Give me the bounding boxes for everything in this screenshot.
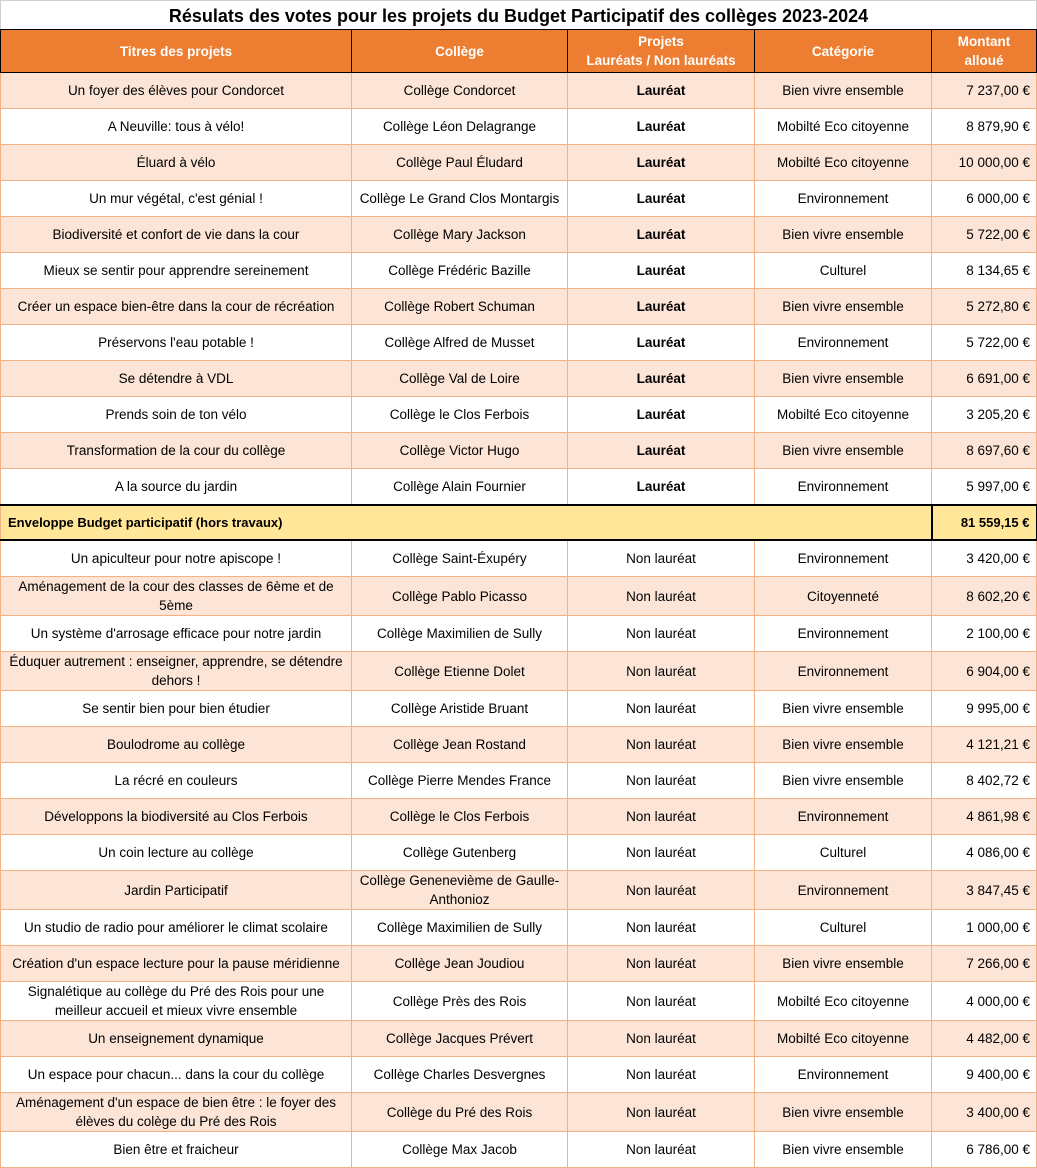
cell-amount: 10 000,00 € (932, 145, 1037, 181)
cell-title: Boulodrome au collège (1, 727, 352, 763)
cell-category: Environnement (755, 652, 932, 691)
table-row (1, 433, 1037, 469)
cell-amount: 8 134,65 € (932, 253, 1037, 289)
cell-college: Collège Aristide Bruant (352, 691, 568, 727)
cell-college: Collège Etienne Dolet (352, 652, 568, 691)
cell-category: Bien vivre ensemble (755, 727, 932, 763)
table-row (1, 982, 1037, 1021)
cell-amount: 8 602,20 € (932, 577, 1037, 616)
cell-amount: 3 205,20 € (932, 397, 1037, 433)
cell-college: Collège Saint-Éxupéry (352, 540, 568, 577)
cell-title: Préservons l'eau potable ! (1, 325, 352, 361)
table-row (1, 835, 1037, 871)
cell-category: Environnement (755, 181, 932, 217)
cell-status: Lauréat (568, 109, 755, 145)
cell-status: Lauréat (568, 217, 755, 253)
cell-college: Collège Condorcet (352, 73, 568, 109)
cell-title: Bien être et fraicheur (1, 1132, 352, 1168)
cell-amount: 5 722,00 € (932, 325, 1037, 361)
table-row (1, 217, 1037, 253)
total-label: Enveloppe Budget participatif (hors travaux) (1, 505, 932, 540)
header-amount-line1: Montant (957, 34, 1011, 49)
cell-title: A la source du jardin (1, 469, 352, 506)
cell-category: Environnement (755, 799, 932, 835)
cell-category: Culturel (755, 835, 932, 871)
cell-amount: 9 995,00 € (932, 691, 1037, 727)
table-row (1, 1093, 1037, 1132)
cell-amount: 8 697,60 € (932, 433, 1037, 469)
cell-status: Non lauréat (568, 727, 755, 763)
table-row (1, 652, 1037, 691)
cell-title: Un enseignement dynamique (1, 1021, 352, 1057)
cell-college: Collège Val de Loire (352, 361, 568, 397)
cell-amount: 7 237,00 € (932, 73, 1037, 109)
cell-category: Mobilté Eco citoyenne (755, 109, 932, 145)
cell-category: Citoyenneté (755, 577, 932, 616)
cell-status: Non lauréat (568, 871, 755, 910)
cell-title: Signalétique au collège du Pré des Rois pour une meilleur accueil et mieux vivre ensemble (1, 982, 352, 1021)
cell-category: Mobilté Eco citoyenne (755, 1021, 932, 1057)
cell-college: Collège Alain Fournier (352, 469, 568, 506)
cell-title: Un studio de radio pour améliorer le climat scolaire (1, 910, 352, 946)
cell-category: Culturel (755, 253, 932, 289)
cell-status: Non lauréat (568, 799, 755, 835)
cell-college: Collège Genenevième de Gaulle-Anthonioz (352, 871, 568, 910)
cell-amount: 4 000,00 € (932, 982, 1037, 1021)
header-row (1, 30, 1037, 73)
cell-status: Lauréat (568, 361, 755, 397)
cell-category: Bien vivre ensemble (755, 361, 932, 397)
table-row (1, 253, 1037, 289)
cell-status: Lauréat (568, 181, 755, 217)
cell-category: Bien vivre ensemble (755, 217, 932, 253)
table-row (1, 181, 1037, 217)
cell-category: Culturel (755, 910, 932, 946)
header-college: Collège (352, 30, 568, 73)
table-row (1, 910, 1037, 946)
cell-title: Biodiversité et confort de vie dans la cour (1, 217, 352, 253)
cell-category: Environnement (755, 325, 932, 361)
cell-title: Un mur végétal, c'est génial ! (1, 181, 352, 217)
cell-title: Un système d'arrosage efficace pour notre jardin (1, 616, 352, 652)
table-row (1, 73, 1037, 109)
cell-college: Collège Mary Jackson (352, 217, 568, 253)
cell-amount: 1 000,00 € (932, 910, 1037, 946)
cell-status: Non lauréat (568, 652, 755, 691)
cell-category: Bien vivre ensemble (755, 691, 932, 727)
cell-title: Développons la biodiversité au Clos Ferbois (1, 799, 352, 835)
table-row (1, 469, 1037, 506)
cell-title: Mieux se sentir pour apprendre sereinement (1, 253, 352, 289)
cell-category: Bien vivre ensemble (755, 433, 932, 469)
cell-title: Un apiculteur pour notre apiscope ! (1, 540, 352, 577)
cell-category: Bien vivre ensemble (755, 1093, 932, 1132)
cell-amount: 4 086,00 € (932, 835, 1037, 871)
header-status (568, 30, 755, 73)
cell-status: Non lauréat (568, 616, 755, 652)
cell-amount: 6 000,00 € (932, 181, 1037, 217)
cell-college: Collège Maximilien de Sully (352, 616, 568, 652)
table-body (1, 73, 1037, 1168)
cell-college: Collège Jacques Prévert (352, 1021, 568, 1057)
cell-college: Collège Près des Rois (352, 982, 568, 1021)
cell-title: Créer un espace bien-être dans la cour de récréation (1, 289, 352, 325)
cell-status: Non lauréat (568, 910, 755, 946)
cell-category: Environnement (755, 1057, 932, 1093)
cell-category: Bien vivre ensemble (755, 73, 932, 109)
results-table (0, 29, 1037, 1168)
table-row (1, 799, 1037, 835)
cell-college: Collège Victor Hugo (352, 433, 568, 469)
cell-amount: 7 266,00 € (932, 946, 1037, 982)
cell-amount: 8 402,72 € (932, 763, 1037, 799)
cell-category: Mobilté Eco citoyenne (755, 397, 932, 433)
cell-title: Éduquer autrement : enseigner, apprendre, se détendre dehors ! (1, 652, 352, 691)
cell-title: Jardin Participatif (1, 871, 352, 910)
cell-status: Non lauréat (568, 763, 755, 799)
cell-college: Collège Max Jacob (352, 1132, 568, 1168)
cell-title: Éluard à vélo (1, 145, 352, 181)
cell-amount: 6 691,00 € (932, 361, 1037, 397)
table-row (1, 1057, 1037, 1093)
cell-college: Collège Robert Schuman (352, 289, 568, 325)
table-row (1, 289, 1037, 325)
cell-amount: 3 420,00 € (932, 540, 1037, 577)
total-row (1, 505, 1037, 540)
cell-amount: 9 400,00 € (932, 1057, 1037, 1093)
cell-college: Collège Maximilien de Sully (352, 910, 568, 946)
cell-title: Un espace pour chacun... dans la cour du collège (1, 1057, 352, 1093)
cell-title: Création d'un espace lecture pour la pause méridienne (1, 946, 352, 982)
cell-status: Non lauréat (568, 1021, 755, 1057)
cell-category: Bien vivre ensemble (755, 763, 932, 799)
cell-college: Collège le Clos Ferbois (352, 799, 568, 835)
cell-college: Collège Jean Joudiou (352, 946, 568, 982)
cell-category: Bien vivre ensemble (755, 946, 932, 982)
cell-college: Collège Alfred de Musset (352, 325, 568, 361)
cell-amount: 4 861,98 € (932, 799, 1037, 835)
cell-status: Non lauréat (568, 540, 755, 577)
cell-college: Collège Léon Delagrange (352, 109, 568, 145)
cell-status: Non lauréat (568, 982, 755, 1021)
cell-college: Collège Jean Rostand (352, 727, 568, 763)
cell-title: Se détendre à VDL (1, 361, 352, 397)
cell-status: Non lauréat (568, 835, 755, 871)
table-row (1, 1021, 1037, 1057)
cell-amount: 3 400,00 € (932, 1093, 1037, 1132)
cell-status: Lauréat (568, 433, 755, 469)
header-amount-line2: alloué (964, 53, 1004, 68)
cell-amount: 4 482,00 € (932, 1021, 1037, 1057)
cell-amount: 5 272,80 € (932, 289, 1037, 325)
cell-title: A Neuville: tous à vélo! (1, 109, 352, 145)
cell-title: Se sentir bien pour bien étudier (1, 691, 352, 727)
table-row (1, 109, 1037, 145)
cell-status: Lauréat (568, 289, 755, 325)
header-status-line2: Lauréats / Non lauréats (586, 53, 736, 68)
cell-amount: 5 722,00 € (932, 217, 1037, 253)
cell-category: Mobilté Eco citoyenne (755, 145, 932, 181)
table-row (1, 763, 1037, 799)
cell-title: Aménagement d'un espace de bien être : le foyer des élèves du colège du Pré des Rois (1, 1093, 352, 1132)
cell-category: Bien vivre ensemble (755, 289, 932, 325)
cell-amount: 8 879,90 € (932, 109, 1037, 145)
cell-college: Collège Frédéric Bazille (352, 253, 568, 289)
table-row (1, 871, 1037, 910)
cell-category: Environnement (755, 616, 932, 652)
cell-college: Collège Pierre Mendes France (352, 763, 568, 799)
cell-title: Transformation de la cour du collège (1, 433, 352, 469)
table-row (1, 397, 1037, 433)
table-row (1, 946, 1037, 982)
cell-status: Non lauréat (568, 577, 755, 616)
cell-status: Non lauréat (568, 1057, 755, 1093)
cell-amount: 5 997,00 € (932, 469, 1037, 506)
table-row (1, 727, 1037, 763)
header-amount (932, 30, 1037, 73)
table-row (1, 325, 1037, 361)
cell-status: Lauréat (568, 397, 755, 433)
cell-college: Collège Charles Desvergnes (352, 1057, 568, 1093)
cell-amount: 6 786,00 € (932, 1132, 1037, 1168)
table-row (1, 577, 1037, 616)
cell-amount: 6 904,00 € (932, 652, 1037, 691)
cell-status: Lauréat (568, 469, 755, 506)
cell-category: Environnement (755, 469, 932, 506)
cell-status: Non lauréat (568, 946, 755, 982)
cell-college: Collège le Clos Ferbois (352, 397, 568, 433)
cell-status: Non lauréat (568, 691, 755, 727)
cell-college: Collège Paul Éludard (352, 145, 568, 181)
cell-status: Lauréat (568, 73, 755, 109)
cell-title: Aménagement de la cour des classes de 6ème et de 5ème (1, 577, 352, 616)
table-row (1, 1132, 1037, 1168)
cell-amount: 2 100,00 € (932, 616, 1037, 652)
cell-category: Environnement (755, 540, 932, 577)
table-row (1, 691, 1037, 727)
cell-amount: 3 847,45 € (932, 871, 1037, 910)
cell-status: Non lauréat (568, 1132, 755, 1168)
cell-amount: 4 121,21 € (932, 727, 1037, 763)
cell-title: Prends soin de ton vélo (1, 397, 352, 433)
cell-college: Collège Gutenberg (352, 835, 568, 871)
cell-status: Non lauréat (568, 1093, 755, 1132)
cell-college: Collège du Pré des Rois (352, 1093, 568, 1132)
cell-title: La récré en couleurs (1, 763, 352, 799)
cell-category: Bien vivre ensemble (755, 1132, 932, 1168)
page-title: Résulats des votes pour les projets du Budget Participatif des collèges 2023-2024 (0, 0, 1037, 29)
cell-college: Collège Pablo Picasso (352, 577, 568, 616)
table-row (1, 540, 1037, 577)
cell-status: Lauréat (568, 253, 755, 289)
cell-college: Collège Le Grand Clos Montargis (352, 181, 568, 217)
total-amount: 81 559,15 € (932, 505, 1037, 540)
cell-status: Lauréat (568, 145, 755, 181)
table-row (1, 145, 1037, 181)
table-row (1, 361, 1037, 397)
header-title: Titres des projets (1, 30, 352, 73)
cell-title: Un foyer des élèves pour Condorcet (1, 73, 352, 109)
header-status-line1: Projets (638, 34, 684, 49)
cell-status: Lauréat (568, 325, 755, 361)
cell-title: Un coin lecture au collège (1, 835, 352, 871)
table-row (1, 616, 1037, 652)
header-category: Catégorie (755, 30, 932, 73)
cell-category: Mobilté Eco citoyenne (755, 982, 932, 1021)
cell-category: Environnement (755, 871, 932, 910)
